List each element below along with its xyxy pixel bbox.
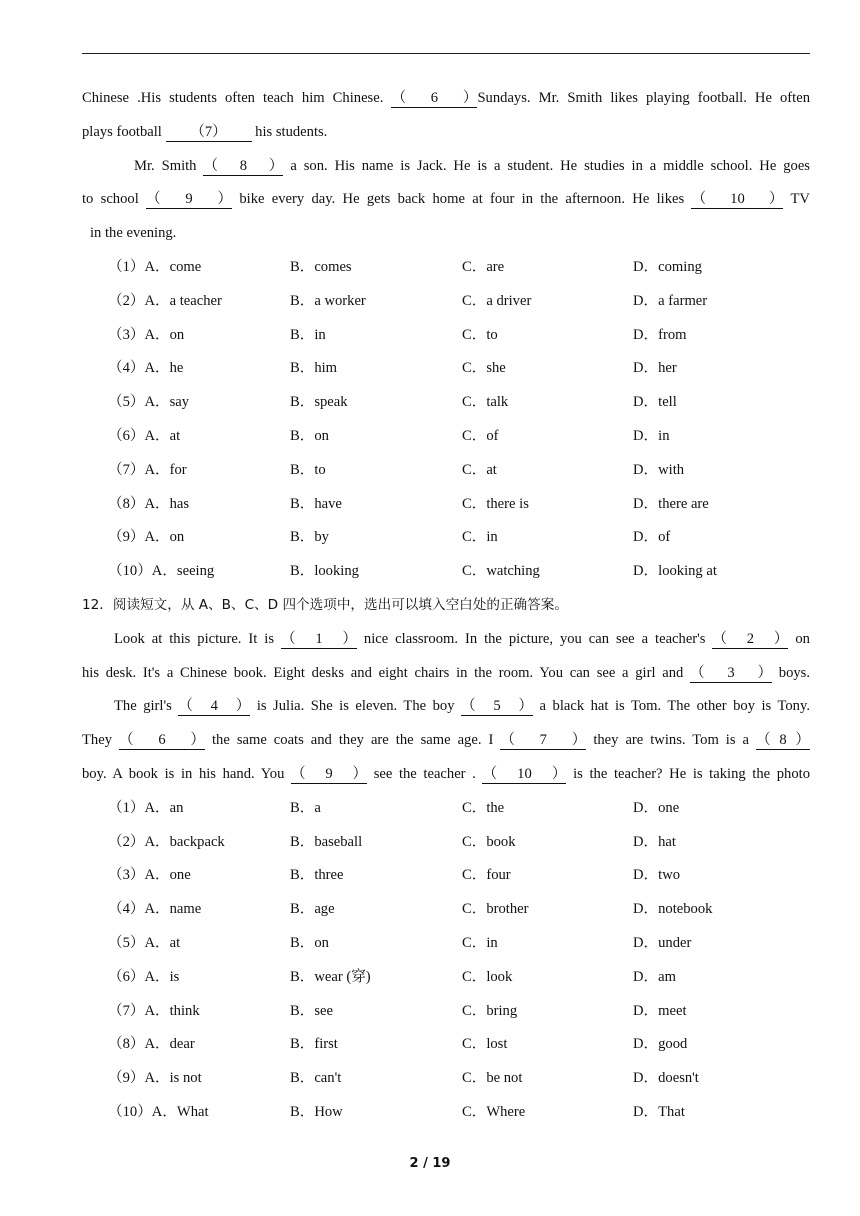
option-row (82, 319, 810, 353)
option-d[interactable]: D．a farmer (633, 292, 708, 309)
blank-8[interactable]: （8） (203, 157, 284, 174)
option-c[interactable]: C．she (462, 360, 506, 377)
option-c[interactable]: C．in (462, 934, 498, 951)
option-row (82, 521, 810, 555)
option-d[interactable]: D．in (633, 427, 670, 444)
option-a[interactable]: （2）A．backpack (108, 833, 225, 850)
option-c[interactable]: C．look (462, 968, 513, 985)
option-row (82, 352, 810, 386)
option-c[interactable]: C．to (462, 326, 498, 343)
option-row (82, 893, 810, 927)
option-c[interactable]: C．watching (462, 563, 540, 580)
option-c[interactable]: C．book (462, 833, 516, 850)
option-a[interactable]: （8）A．has (108, 495, 190, 512)
option-c[interactable]: C．are (462, 258, 505, 275)
option-a[interactable]: （6）A．at (108, 427, 181, 444)
option-c[interactable]: C．bring (462, 1002, 518, 1019)
option-row (82, 386, 810, 420)
option-row (82, 927, 810, 961)
option-row (82, 555, 810, 589)
passage1-line: Chinese .His students often teach him Chinese. （6）Sundays. Mr. Smith likes playing football. He often (82, 90, 810, 106)
option-b[interactable]: B．comes (290, 258, 352, 275)
option-b[interactable]: B．looking (290, 563, 359, 580)
blank-7[interactable]: （7） (500, 732, 587, 749)
option-b[interactable]: B．him (290, 360, 338, 377)
option-d[interactable]: D．from (633, 326, 687, 343)
blank-8[interactable]: （8） (756, 732, 810, 749)
option-a[interactable]: （7）A．for (108, 461, 187, 478)
option-d[interactable]: D．doesn't (633, 1070, 699, 1087)
passage2-line: The girl's （4） is Julia. She is eleven. The boy （5） a black hat is Tom. The other boy is Tony. (114, 698, 810, 715)
option-a[interactable]: （1）A．an (108, 799, 184, 816)
option-row (82, 285, 810, 319)
header-rule (82, 53, 810, 54)
option-a[interactable]: （5）A．at (108, 934, 181, 951)
option-row (82, 488, 810, 522)
option-a[interactable]: （4）A．he (108, 360, 184, 377)
passage2-line: Look at this picture. It is （1） nice classroom. In the picture, you can see a teacher's （2） on (114, 630, 810, 647)
option-d[interactable]: D．meet (633, 1002, 687, 1019)
option-d[interactable]: D．hat (633, 833, 676, 850)
option-b[interactable]: B．can't (290, 1070, 342, 1087)
passage1-line: in the evening. (90, 225, 177, 242)
q12-options (82, 792, 810, 1130)
option-d[interactable]: D．under (633, 934, 692, 951)
option-b[interactable]: B．age (290, 901, 335, 918)
option-a[interactable]: （10）A．seeing (108, 563, 215, 580)
option-d[interactable]: D．tell (633, 394, 677, 411)
option-b[interactable]: B．in (290, 326, 326, 343)
option-c[interactable]: C．lost (462, 1036, 508, 1053)
blank-9[interactable]: （9） (146, 191, 233, 208)
passage2-line: his desk. It's a Chinese book. Eight desks and eight chairs in the room. You can see a girl and （3） boys. (82, 664, 810, 681)
blank-9[interactable]: （9） (291, 765, 368, 782)
option-row (82, 1062, 810, 1096)
option-b[interactable]: B．by (290, 529, 329, 546)
option-row (82, 859, 810, 893)
blank-5[interactable]: （5） (461, 698, 534, 715)
option-d[interactable]: D．with (633, 461, 685, 478)
option-a[interactable]: （8）A．dear (108, 1036, 195, 1053)
page-number: 2 / 19 (409, 1156, 451, 1171)
option-c[interactable]: C．Where (462, 1103, 526, 1120)
blank-7[interactable]: （7） (166, 123, 252, 142)
option-d[interactable]: D．looking at (633, 563, 717, 580)
option-c[interactable]: C．in (462, 529, 498, 546)
option-row (82, 826, 810, 860)
option-d[interactable]: D．That (633, 1103, 685, 1120)
option-b[interactable]: B．on (290, 934, 329, 951)
option-d[interactable]: D．am (633, 968, 676, 985)
option-a[interactable]: （4）A．name (108, 901, 202, 918)
option-row (82, 1096, 810, 1130)
document-page (82, 82, 810, 1130)
option-a[interactable]: （6）A．is (108, 968, 180, 985)
option-row (82, 454, 810, 488)
option-a[interactable]: （1）A．come (108, 258, 202, 275)
option-b[interactable]: B．three (290, 867, 344, 884)
q11-options (82, 251, 810, 589)
option-b[interactable]: B．speak (290, 394, 348, 411)
option-a[interactable]: （5）A．say (108, 394, 190, 411)
option-b[interactable]: B．on (290, 427, 329, 444)
passage1-line: Mr. Smith （8） a son. His name is Jack. He is a student. He studies in a middle school. He goes (134, 157, 810, 174)
option-c[interactable]: C．there is (462, 495, 529, 512)
option-c[interactable]: C．the (462, 799, 505, 816)
option-d[interactable]: D．there are (633, 495, 709, 512)
option-b[interactable]: B．a worker (290, 292, 366, 309)
option-a[interactable]: （3）A．one (108, 867, 191, 884)
blank-1[interactable]: （1） (280, 630, 357, 647)
option-b[interactable]: B．first (290, 1036, 338, 1053)
blank-2[interactable]: （2） (712, 630, 789, 647)
option-c[interactable]: C．be not (462, 1070, 523, 1087)
option-b[interactable]: B．have (290, 495, 342, 512)
option-row (82, 420, 810, 454)
option-row (82, 961, 810, 995)
blank-6[interactable]: （6） (391, 90, 478, 106)
option-d[interactable]: D．good (633, 1036, 688, 1053)
option-c[interactable]: C．talk (462, 394, 509, 411)
question-12-title: 12．阅读短文，从 A、B、C、D 四个选项中，选出可以填入空白处的正确答案。 (82, 596, 568, 613)
option-d[interactable]: D．her (633, 360, 677, 377)
option-d[interactable]: D．coming (633, 258, 702, 275)
option-d[interactable]: D．two (633, 867, 681, 884)
passage1-line: to school （9） bike every day. He gets back home at four in the afternoon. He likes （10） TV (82, 191, 810, 208)
option-row (82, 1028, 810, 1062)
option-row (82, 792, 810, 826)
option-d[interactable]: D．one (633, 799, 680, 816)
option-a[interactable]: （9）A．on (108, 529, 185, 546)
option-row (82, 251, 810, 285)
option-a[interactable]: （3）A．on (108, 326, 185, 343)
blank-10[interactable]: （10） (482, 765, 567, 782)
option-a[interactable]: （9）A．is not (108, 1070, 202, 1087)
blank-10[interactable]: （10） (691, 191, 784, 208)
passage1-line: plays football （7） his students. (82, 123, 328, 140)
blank-4[interactable]: （4） (178, 698, 251, 715)
option-b[interactable]: B．see (290, 1002, 333, 1019)
option-a[interactable]: （7）A．think (108, 1002, 200, 1019)
blank-6[interactable]: （6） (119, 732, 205, 749)
blank-3[interactable]: （3） (690, 664, 773, 681)
option-b[interactable]: B．wear (穿) (290, 968, 371, 985)
option-c[interactable]: C．four (462, 867, 511, 884)
option-d[interactable]: D．notebook (633, 901, 713, 918)
option-c[interactable]: C．at (462, 461, 497, 478)
passage2-line: They （6） the same coats and they are the same age. I （7） they are twins. Tom is a （8） (82, 732, 810, 749)
option-a[interactable]: （2）A．a teacher (108, 292, 222, 309)
option-c[interactable]: C．a driver (462, 292, 532, 309)
option-b[interactable]: B．How (290, 1103, 343, 1120)
option-d[interactable]: D．of (633, 529, 671, 546)
option-row (82, 995, 810, 1029)
option-c[interactable]: C．brother (462, 901, 529, 918)
option-c[interactable]: C．of (462, 427, 499, 444)
option-a[interactable]: （10）A．What (108, 1103, 209, 1120)
option-b[interactable]: B．to (290, 461, 326, 478)
passage2-line: boy. A book is in his hand. You （9） see the teacher . （10） is the teacher? He is taking the photo (82, 765, 810, 782)
option-b[interactable]: B．baseball (290, 833, 363, 850)
option-b[interactable]: B．a (290, 799, 321, 816)
